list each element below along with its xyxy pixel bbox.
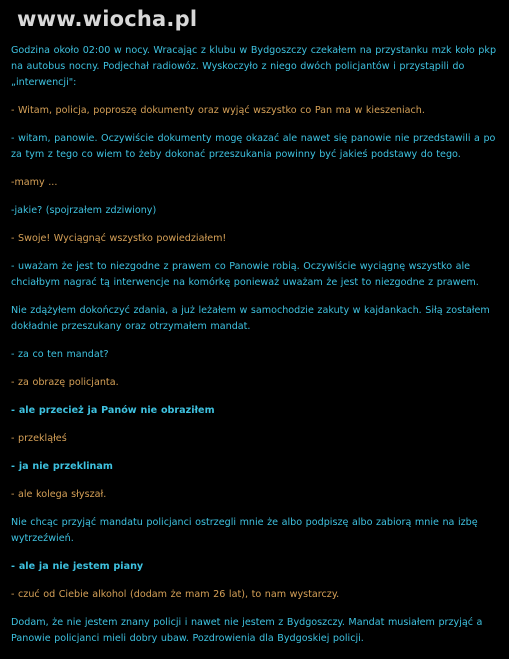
story-paragraph-intro: Godzina około 02:00 w nocy. Wracając z klubu w Bydgoszczy czekałem na przystanku mzk koło pkp na autobus nocny. Podjechał radiowóz. Wyskoczyło z niego dwóch policjantów i przystąpili do „interwencji": bbox=[11, 45, 497, 88]
narrator-line: - ale przecież ja Panów nie obraziłem bbox=[11, 405, 215, 416]
narration-paragraph: Nie zdążyłem dokończyć zdania, a już leżałem w samochodzie zakuty w kajdankach. Siłą zostałem dokładnie przeszukany oraz otrzymałem mandat. bbox=[11, 305, 490, 332]
narrator-line: - ja nie przeklinam bbox=[11, 461, 113, 472]
narrator-line: - ale ja nie jestem piany bbox=[11, 561, 144, 572]
police-line: - ale kolega słyszał. bbox=[11, 489, 107, 500]
site-logo[interactable]: www.wiocha.pl bbox=[17, 7, 198, 31]
police-line: -mamy ... bbox=[11, 177, 58, 188]
police-line: - przekląłeś bbox=[11, 433, 67, 444]
narration-paragraph: Nie chcąc przyjąć mandatu policjanci ostrzegli mnie że albo podpiszę albo zabiorą mnie na izbę wytrzeźwień. bbox=[11, 517, 478, 544]
narrator-line: - za co ten mandat? bbox=[11, 349, 109, 360]
story-content bbox=[11, 43, 499, 659]
police-line: - czuć od Ciebie alkohol (dodam że mam 26 lat), to nam wystarczy. bbox=[11, 589, 340, 600]
narrator-line: - uważam że jest to niezgodne z prawem co Panowie robią. Oczywiście wyciągnę wszystko ale chciałbym nagrać tą interwencje na komórkę ponieważ uważam że jest to niezgodne z prawem. bbox=[11, 261, 479, 288]
police-line: - za obrazę policjanta. bbox=[11, 377, 119, 388]
site-header bbox=[0, 0, 509, 40]
narrator-line: -jakie? (spojrzałem zdziwiony) bbox=[11, 205, 157, 216]
police-line: - Witam, policja, poproszę dokumenty oraz wyjąć wszystko co Pan ma w kieszeniach. bbox=[11, 105, 425, 116]
police-line: - Swoje! Wyciągnąć wszystko powiedziałem! bbox=[11, 233, 227, 244]
narrator-line: - witam, panowie. Oczywiście dokumenty mogę okazać ale nawet się panowie nie przedstawili a po za tym z tego co wiem to żeby dokonać przeszukania powinny być jakieś podstawy do tego. bbox=[11, 133, 496, 160]
story-paragraph-ending: Dodam, że nie jestem znany policji i nawet nie jestem z Bydgoszczy. Mandat musiałem przyjąć a Panowie policjanci mieli dobry ubaw. Pozdrowienia dla Bydgoskiej policji. bbox=[11, 617, 483, 644]
